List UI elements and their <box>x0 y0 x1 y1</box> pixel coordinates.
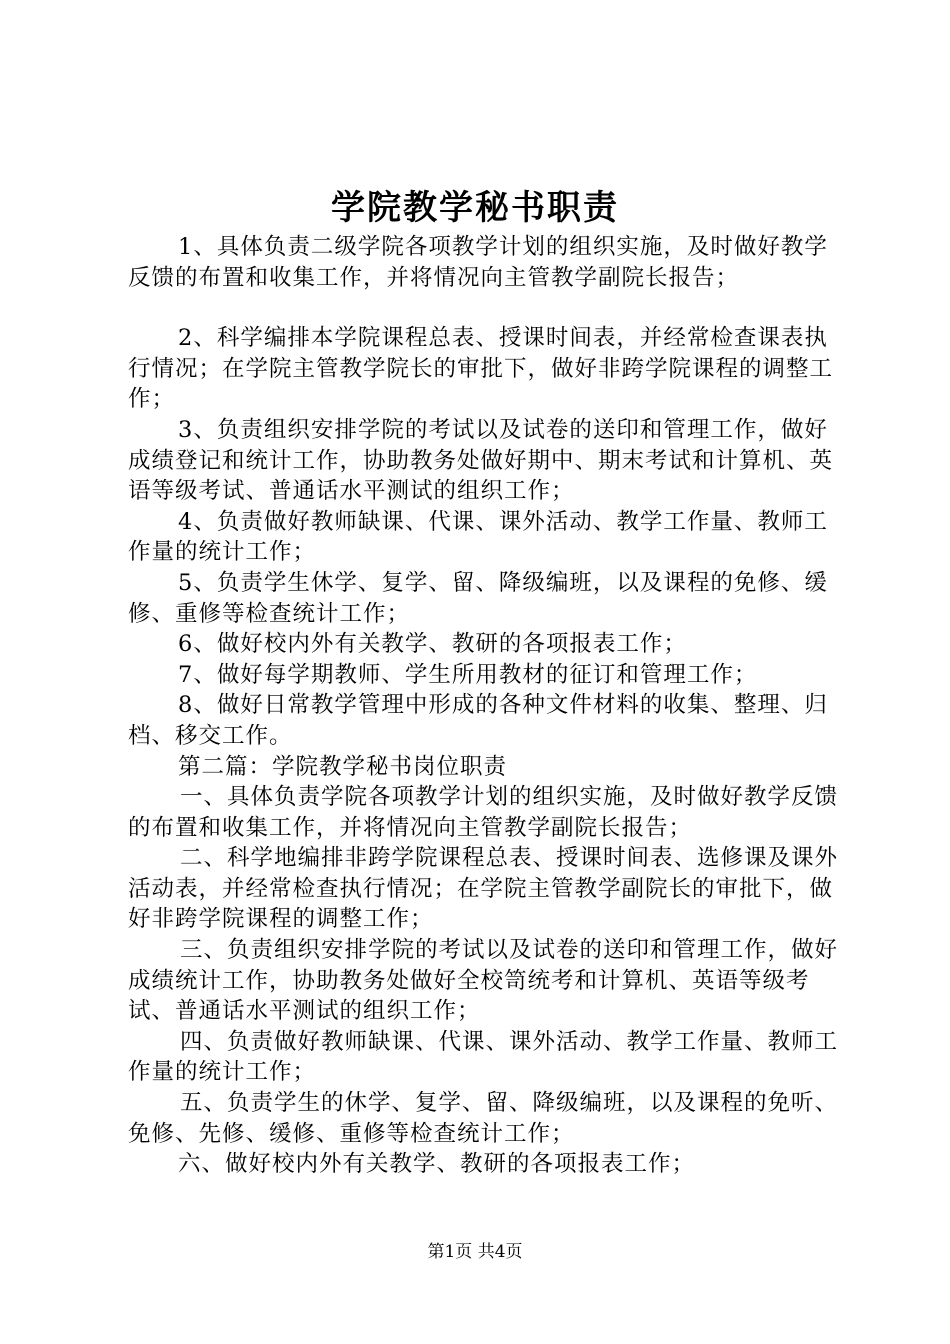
document-title: 学院教学秘书职责 <box>331 188 619 228</box>
paragraph-8: 8、做好日常教学管理中形成的各种文件材料的收集、整理、归档、移交工作。 <box>128 692 828 749</box>
paragraph-1: 1、具体负责二级学院各项教学计划的组织实施，及时做好教学反馈的布置和收集工作，并将情况向主管教学副院长报告； <box>128 234 828 291</box>
page-number-footer: 第1页 共4页 <box>427 1242 523 1262</box>
paragraph-5: 5、负责学生休学、复学、留、降级编班，以及课程的免修、缓修、重修等检查统计工作； <box>128 569 828 627</box>
paragraph-13: 五、负责学生的休学、复学、留、降级编班，以及课程的免听、免修、先修、缓修、重修等检查统计工作； <box>128 1090 839 1147</box>
section-heading-2: 第二篇：学院教学秘书岗位职责 <box>178 753 508 780</box>
paragraph-4: 4、负责做好教师缺课、代课、课外活动、教学工作量、教师工作量的统计工作； <box>128 508 828 566</box>
paragraph-3: 3、负责组织安排学院的考试以及试卷的送印和管理工作，做好成绩登记和统计工作，协助教务处做好期中、期末考试和计算机、英语等级考试、普通话水平测试的组织工作； <box>128 416 834 505</box>
paragraph-7: 7、做好每学期教师、学生所用教材的征订和管理工作； <box>178 661 758 688</box>
paragraph-10: 二、科学地编排非跨学院课程总表、授课时间表、选修课及课外活动表，并经常检查执行情况；在学院主管教学副院长的审批下，做好非跨学院课程的调整工作； <box>128 845 839 933</box>
paragraph-2: 2、科学编排本学院课程总表、授课时间表，并经常检查课表执行情况；在学院主管教学院长的审批下，做好非跨学院课程的调整工作； <box>128 325 834 413</box>
paragraph-11: 三、负责组织安排学院的考试以及试卷的送印和管理工作，做好成绩统计工作，协助教务处做好全校笥统考和计算机、英语等级考试、普通话水平测试的组织工作； <box>128 937 839 1025</box>
document-body <box>128 232 848 1180</box>
paragraph-12: 四、负责做好教师缺课、代课、课外活动、教学工作量、教师工作量的统计工作； <box>128 1028 839 1086</box>
paragraph-9: 一、具体负责学院各项教学计划的组织实施，及时做好教学反馈的布置和收集工作，并将情况向主管教学副院长报告； <box>128 784 839 841</box>
paragraph-6: 6、做好校内外有关教学、教研的各项报表工作； <box>178 631 687 658</box>
paragraph-14: 六、做好校内外有关教学、教研的各项报表工作； <box>178 1151 696 1178</box>
